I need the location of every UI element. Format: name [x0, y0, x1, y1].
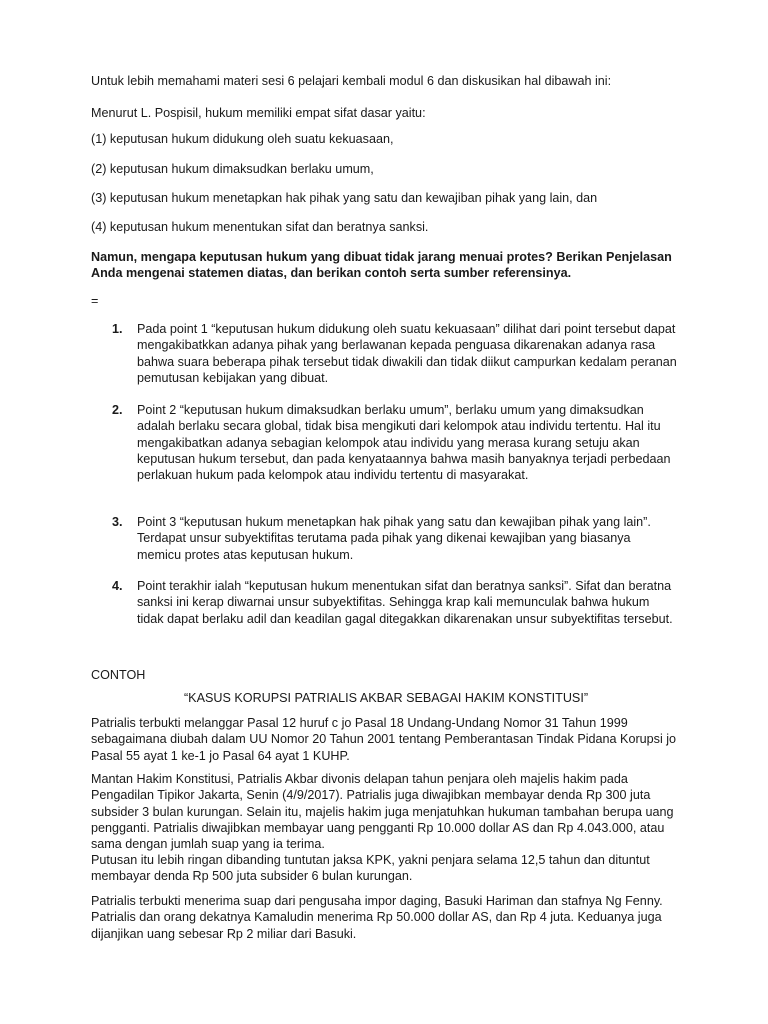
list-item: [91, 578, 681, 627]
list-text: Point 2 “keputusan hukum dimaksudkan berlaku umum”, berlaku umum yang dimaksudkan adalah berlaku secara global, tidak bisa mengikuti dari kelompok atau individu tertentu. Hal itu mengakibatkan adanya sebagian kelompok atau individu yang merasa kurang setuju akan keputusan hukum tersebut, dan pada kenyataannya bahwa masih banyaknya terjadi perbedaan perlakuan hukum pada kelompok atau individu tertentu di masyarakat.: [137, 403, 671, 483]
case-paragraph-1: Patrialis terbukti melanggar Pasal 12 huruf c jo Pasal 18 Undang-Undang Nomor 31 Tahun 1999 sebagaimana diubah dalam UU Nomor 20 Tahun 2001 tentang Pemberantasan Tindak Pidana Korupsi jo Pasal 55 ayat 1 ke-1 jo Pasal 64 ayat 1 KUHP.: [91, 716, 677, 763]
list-number: 2.: [112, 403, 123, 417]
lead-paragraph: Menurut L. Pospisil, hukum memiliki empat sifat dasar yaitu:: [91, 106, 426, 120]
trait-1: (1) keputusan hukum didukung oleh suatu kekuasaan,: [91, 132, 394, 146]
list-item: [91, 514, 681, 563]
list-text: Point 3 “keputusan hukum menetapkan hak pihak yang satu dan kewajiban pihak yang lain”. Terdapat unsur subyektifitas terutama pada pihak yang dikenai kewajiban yang biasanya memicu protes atas keputusan hukum.: [137, 515, 651, 562]
list-item: [91, 402, 681, 483]
intro-paragraph: Untuk lebih memahami materi sesi 6 pelajari kembali modul 6 dan diskusikan hal dibawah ini:: [91, 74, 612, 88]
list-item: [91, 321, 681, 386]
list-text: Point terakhir ialah “keputusan hukum menentukan sifat dan beratnya sanksi”. Sifat dan beratna sanksi ini kerap diwarnai unsur subyektifitas. Sehingga krap kali memunculak bahwa hukum tidak dapat berlaku adil dan keadilan gagal ditegakkan dikarenakan unsur subyektifitas tersebut.: [137, 579, 673, 626]
case-title: “KASUS KORUPSI PATRIALIS AKBAR SEBAGAI HAKIM KONSTITUSI”: [183, 691, 589, 705]
case-paragraph-2: Mantan Hakim Konstitusi, Patrialis Akbar divonis delapan tahun penjara oleh majelis hakim pada Pengadilan Tipikor Jakarta, Senin (4/9/2017). Patrialis juga diwajibkan membayar denda Rp 300 juta subsider 3 bulan kurungan. Selain itu, majelis hakim juga menjatuhkan hukuman tambahan berupa uang pengganti. Patrialis diwajibkan membayar uang pengganti Rp 10.000 dollar AS dan Rp 4.043.000, atau sama dengan jumlah suap yang ia terima.: [91, 772, 674, 852]
list-number: 3.: [112, 515, 123, 529]
trait-2: (2) keputusan hukum dimaksudkan berlaku umum,: [91, 162, 374, 176]
list-number: 4.: [112, 579, 123, 593]
list-number: 1.: [112, 322, 123, 336]
example-label: CONTOH: [91, 668, 146, 682]
case-paragraph-4: Patrialis terbukti menerima suap dari pengusaha impor daging, Basuki Hariman dan stafnya Ng Fenny. Patrialis dan orang dekatnya Kamaludin menerima Rp 50.000 dollar AS, dan Rp 4 juta. Keduanya juga dijanjikan uang sebesar Rp 2 miliar dari Basuki.: [91, 894, 663, 941]
trait-4: (4) keputusan hukum menentukan sifat dan beratnya sanksi.: [91, 220, 429, 234]
question-paragraph: Namun, mengapa keputusan hukum yang dibuat tidak jarang menuai protes? Berikan Penjelasan Anda mengenai statemen diatas, dan berikan contoh serta sumber referensinya.: [91, 250, 672, 281]
equals-sign: =: [91, 294, 99, 308]
case-paragraph-3: Putusan itu lebih ringan dibanding tuntutan jaksa KPK, yakni penjara selama 12,5 tahun dan dituntut membayar denda Rp 500 juta subsider 6 bulan kurungan.: [91, 853, 650, 884]
trait-3: (3) keputusan hukum menetapkan hak pihak yang satu dan kewajiban pihak yang lain, dan: [91, 191, 598, 205]
list-text: Pada point 1 “keputusan hukum didukung oleh suatu kekuasaan” dilihat dari point tersebut dapat mengakibatkkan adanya pihak yang berlawanan kepada penguasa dikarenakan adanya rasa bahwa suara beberapa pihak tersebut tidak diwakili dan tidak diikut campurkan kedalam peranan pemutusan kebijakan yang dibuat.: [137, 322, 677, 385]
